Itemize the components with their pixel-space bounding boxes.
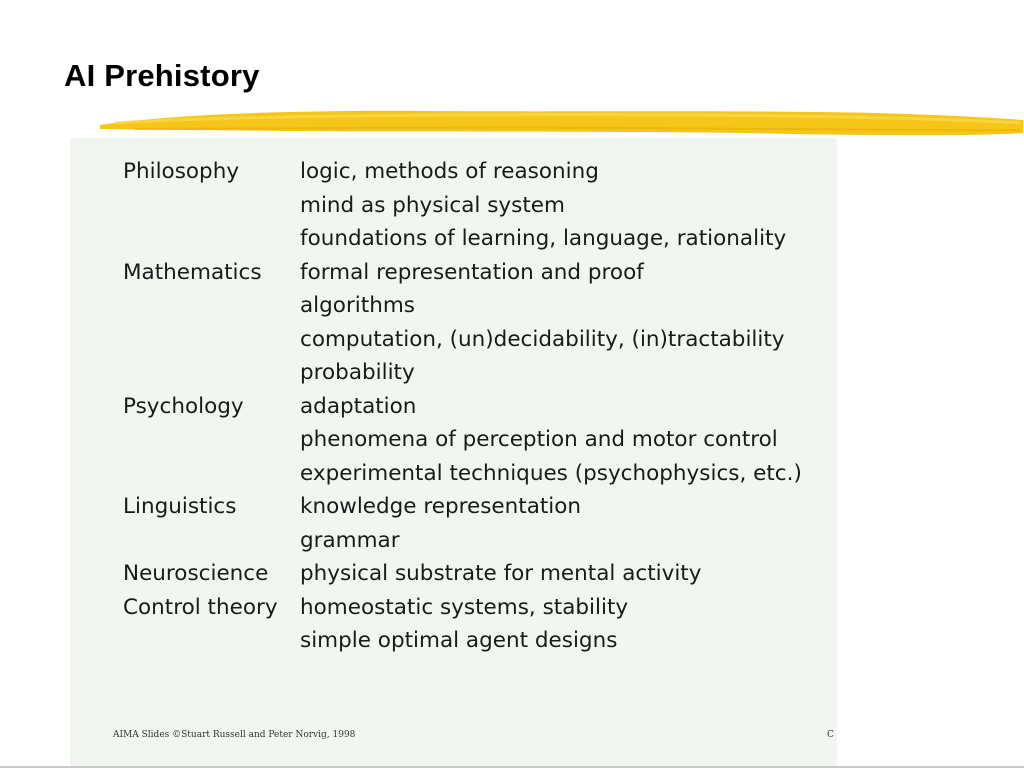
field-topic-list [123, 155, 802, 658]
list-item [123, 457, 802, 491]
field-name: Linguistics [123, 494, 237, 519]
list-item [123, 155, 802, 189]
field-name [123, 457, 300, 491]
list-item [123, 490, 802, 524]
topic-text: simple optimal agent designs [300, 628, 618, 653]
topic-text: knowledge representation [300, 494, 582, 519]
list-item [123, 222, 802, 256]
field-name: Control theory [123, 594, 278, 620]
field-name: Philosophy [123, 159, 240, 184]
topic-text: adaptation [300, 393, 417, 419]
field-name [123, 189, 300, 223]
topic-text: probability [300, 360, 415, 385]
field-name [123, 524, 300, 558]
list-item [123, 524, 802, 558]
topic-text: grammar [300, 527, 400, 553]
list-item [123, 390, 802, 424]
slide-title: AI Prehistory [64, 58, 260, 93]
list-item [123, 557, 802, 591]
list-item [123, 356, 802, 390]
topic-text: algorithms [300, 293, 415, 318]
topic-text: foundations of learning, language, rationality [300, 226, 787, 251]
footer-credit: AIMA Slides ©Stuart Russell and Peter Norvig, 1998 [113, 730, 356, 740]
field-name [123, 624, 300, 658]
field-name: Psychology [123, 393, 244, 419]
list-item [123, 289, 802, 323]
footer-page-marker: C [827, 730, 834, 740]
field-name [123, 356, 300, 390]
list-item [123, 423, 802, 457]
field-name [123, 222, 300, 256]
field-name [123, 423, 300, 457]
topic-text: physical substrate for mental activity [300, 561, 702, 586]
topic-text: phenomena of perception and motor control [300, 427, 778, 452]
topic-text: homeostatic systems, stability [300, 594, 629, 620]
list-item [123, 189, 802, 223]
topic-text: computation, (un)decidability, (in)tractability [300, 326, 785, 352]
field-name [123, 323, 300, 357]
list-item [123, 323, 802, 357]
field-name: Neuroscience [123, 561, 269, 586]
topic-text: logic, methods of reasoning [300, 159, 599, 184]
field-name: Mathematics [123, 259, 262, 285]
list-item [123, 256, 802, 290]
field-name [123, 289, 300, 323]
list-item [123, 591, 802, 625]
topic-text: experimental techniques (psychophysics, etc.) [300, 460, 802, 486]
topic-text: formal representation and proof [300, 259, 644, 285]
topic-text: mind as physical system [300, 192, 565, 218]
list-item [123, 624, 802, 658]
